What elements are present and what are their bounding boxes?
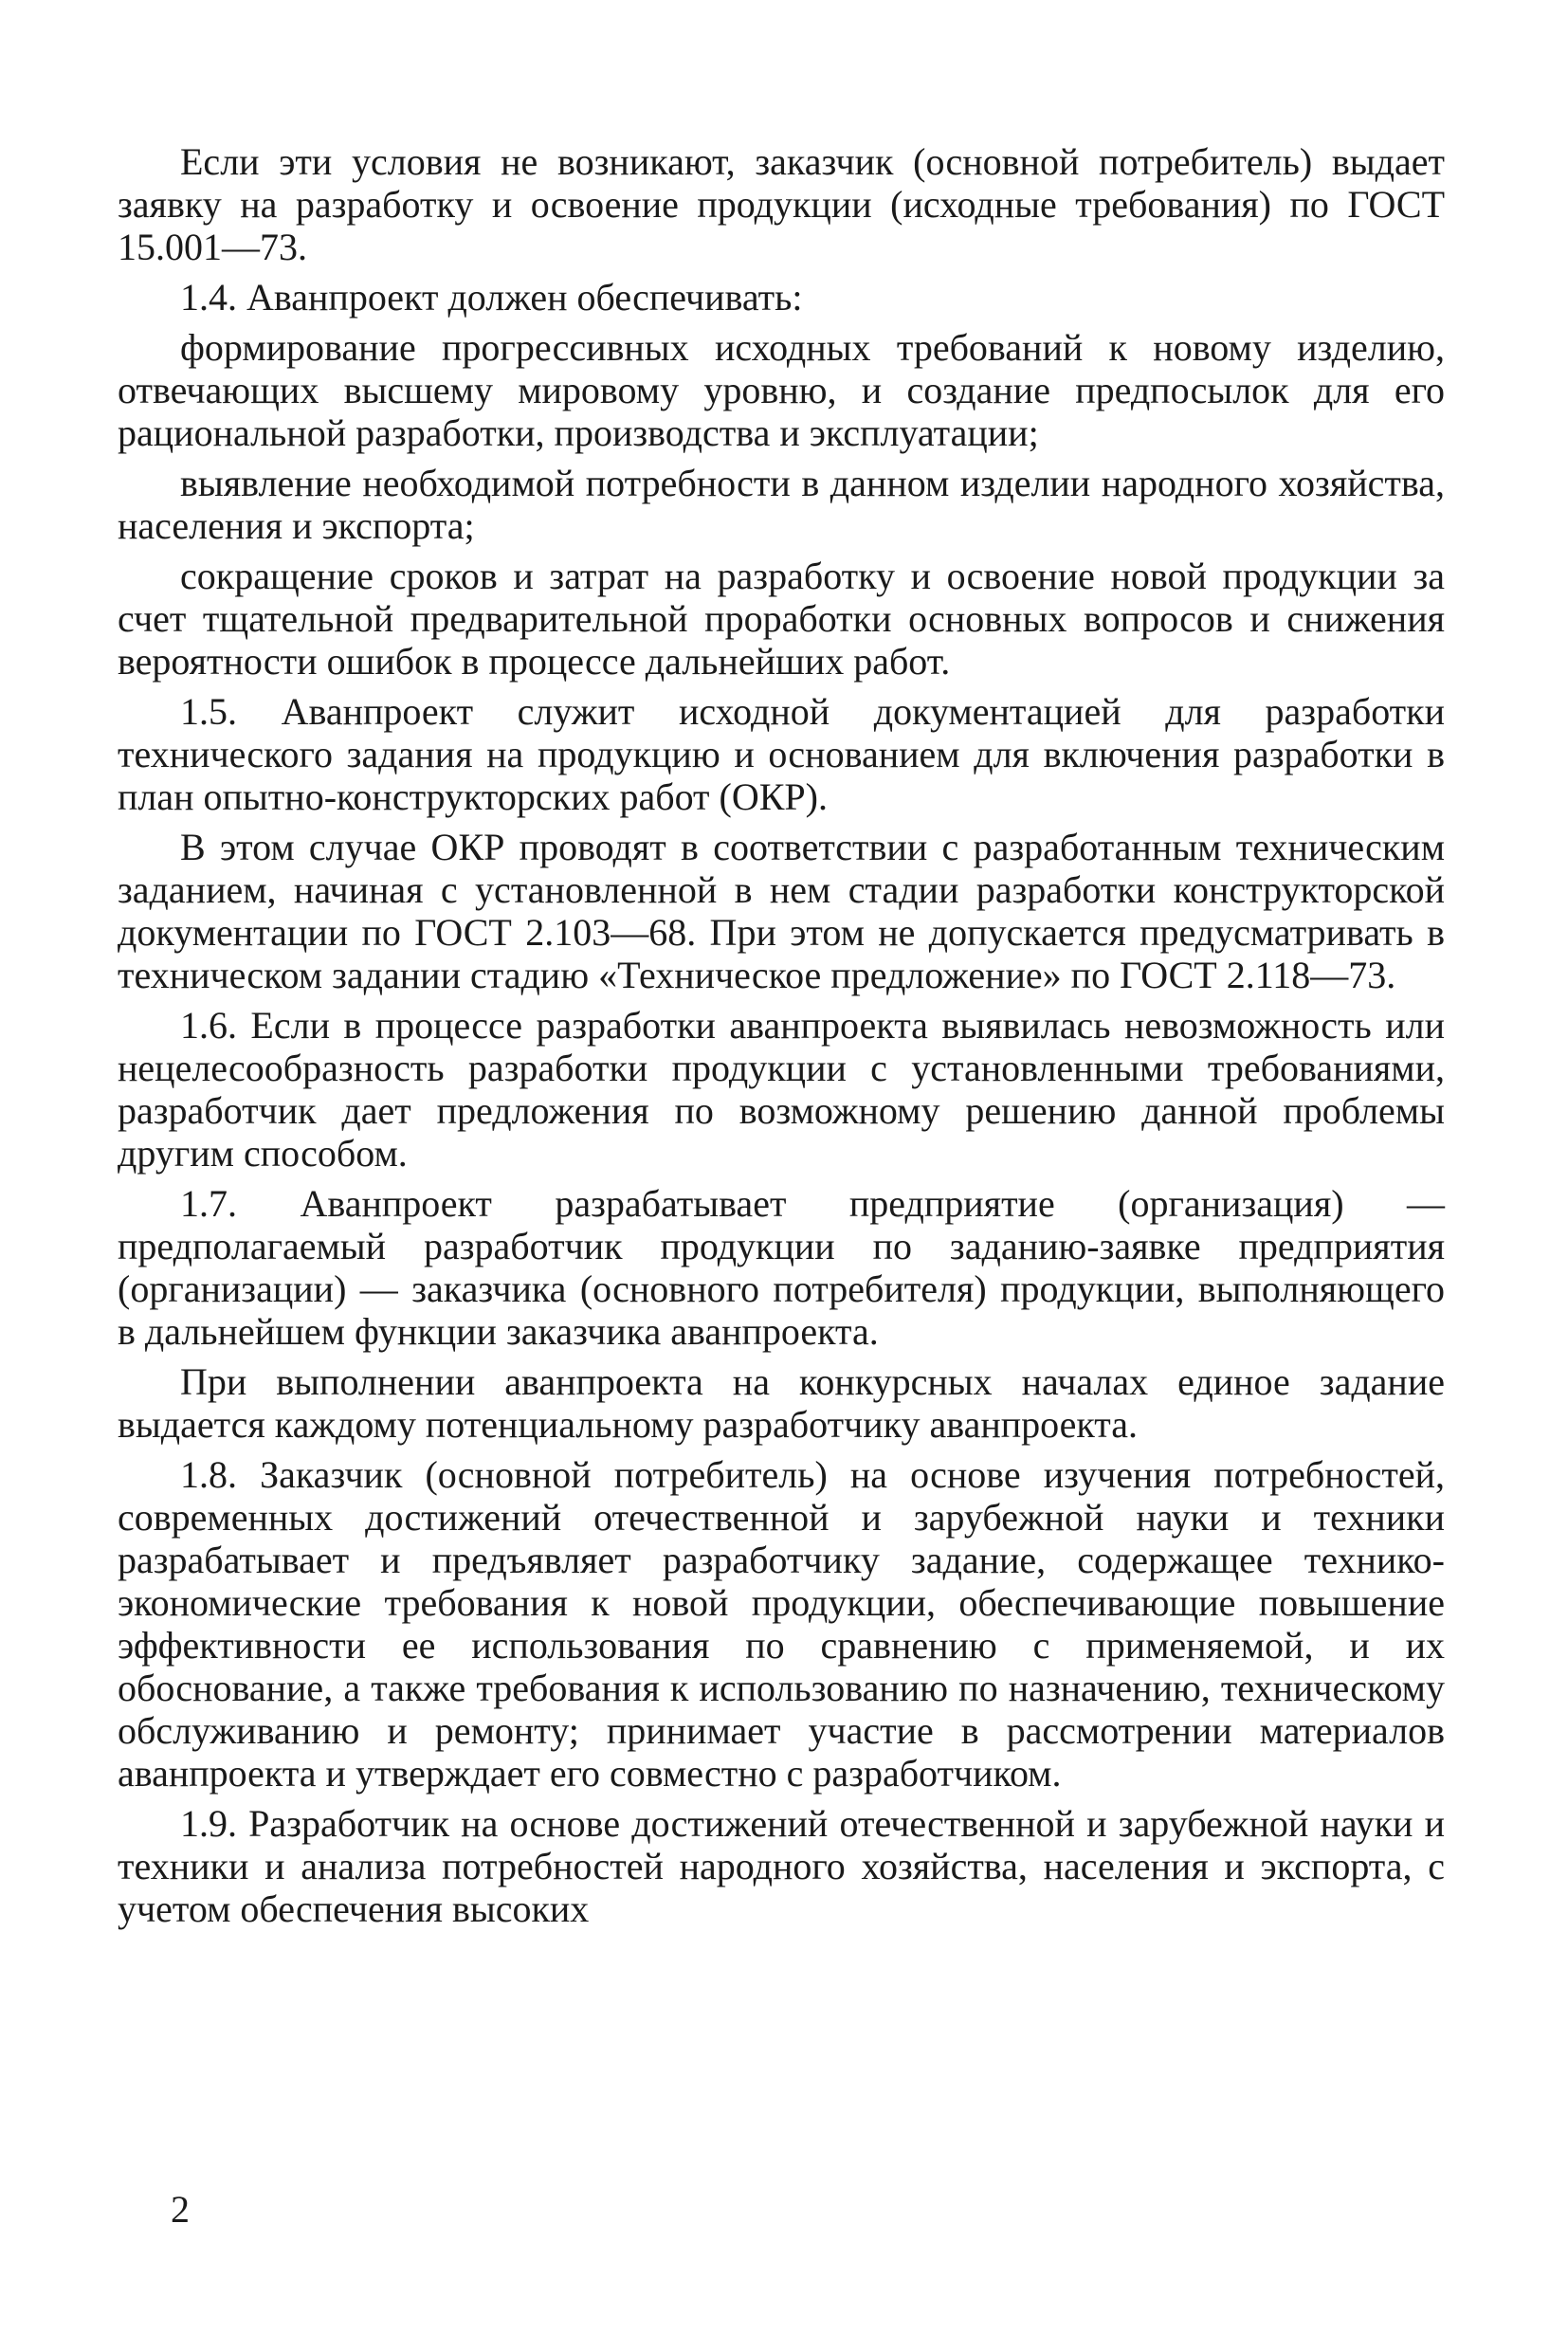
paragraph-conditions: Если эти условия не возникают, заказчик (основной потребитель) выдает заявку на разработку и освоение продукции (исходные требования) по ГОСТ 15.001—73. <box>118 140 1445 268</box>
paragraph-1-4: 1.4. Аванпроект должен обеспечивать: <box>180 276 803 319</box>
paragraph-1-7: 1.7. Аванпроект разрабатывает предприятие (организация) — предполагаемый разработчик продукции по заданию-заявке предприятия (организации) — заказчика (основного потребителя) продукции, выполняющего в дальнейшем функции заказчика аванпроекта. <box>118 1182 1445 1353</box>
paragraph-1-9: 1.9. Разработчик на основе достижений отечественной и зарубежной науки и техники и анализа потребностей народного хозяйства, населения и экспорта, с учетом обеспечения высоких <box>118 1802 1445 1930</box>
paragraph-1-5-continued: В этом случае ОКР проводят в соответствии с разработанным техническим заданием, начиная с установленной в нем стадии разработки конструкторской документации по ГОСТ 2.103—68. При этом не допускается предусматривать в техническом задании стадию «Техническое предложение» по ГОСТ 2.118—73. <box>118 826 1445 996</box>
paragraph-1-4-item-3: сокращение сроков и затрат на разработку и освоение новой продукции за счет тщательной предварительной проработки основных вопросов и снижения вероятности ошибок в процессе дальнейших работ. <box>118 555 1445 683</box>
paragraph-1-4-item-1: формирование прогрессивных исходных требований к новому изделию, отвечающих высшему мировому уровню, и создание предпосылок для его рациональной разработки, производства и эксплуатации; <box>118 326 1445 454</box>
paragraph-1-4-item-2: выявление необходимой потребности в данном изделии народного хозяйства, населения и экспорта; <box>118 462 1445 547</box>
paragraph-1-7-continued: При выполнении аванпроекта на конкурсных началах единое задание выдается каждому потенциальному разработчику аванпроекта. <box>118 1360 1445 1446</box>
paragraph-1-5: 1.5. Аванпроект служит исходной документацией для разработки технического задания на продукцию и основанием для включения разработки в план опытно-конструкторских работ (ОКР). <box>118 690 1445 818</box>
paragraph-1-8: 1.8. Заказчик (основной потребитель) на основе изучения потребностей, современных достижений отечественной и зарубежной науки и техники разрабатывает и предъявляет разработчику задание, содержащее технико-экономические требования к новой продукции, обеспечивающие повышение эффективности ее использования по сравнению с применяемой, и их обоснование, а также требования к использованию по назначению, техническому обслуживанию и ремонту; принимает участие в рассмотрении материалов аванпроекта и утверждает его совместно с разработчиком. <box>118 1453 1445 1795</box>
page-number: 2 <box>171 2188 190 2231</box>
body-text <box>118 140 1445 1938</box>
paragraph-1-6: 1.6. Если в процессе разработки аванпроекта выявилась невозможность или нецелесообразность разработки продукции с установленными требованиями, разработчик дает предложения по возможному решению данной проблемы другим способом. <box>118 1004 1445 1175</box>
